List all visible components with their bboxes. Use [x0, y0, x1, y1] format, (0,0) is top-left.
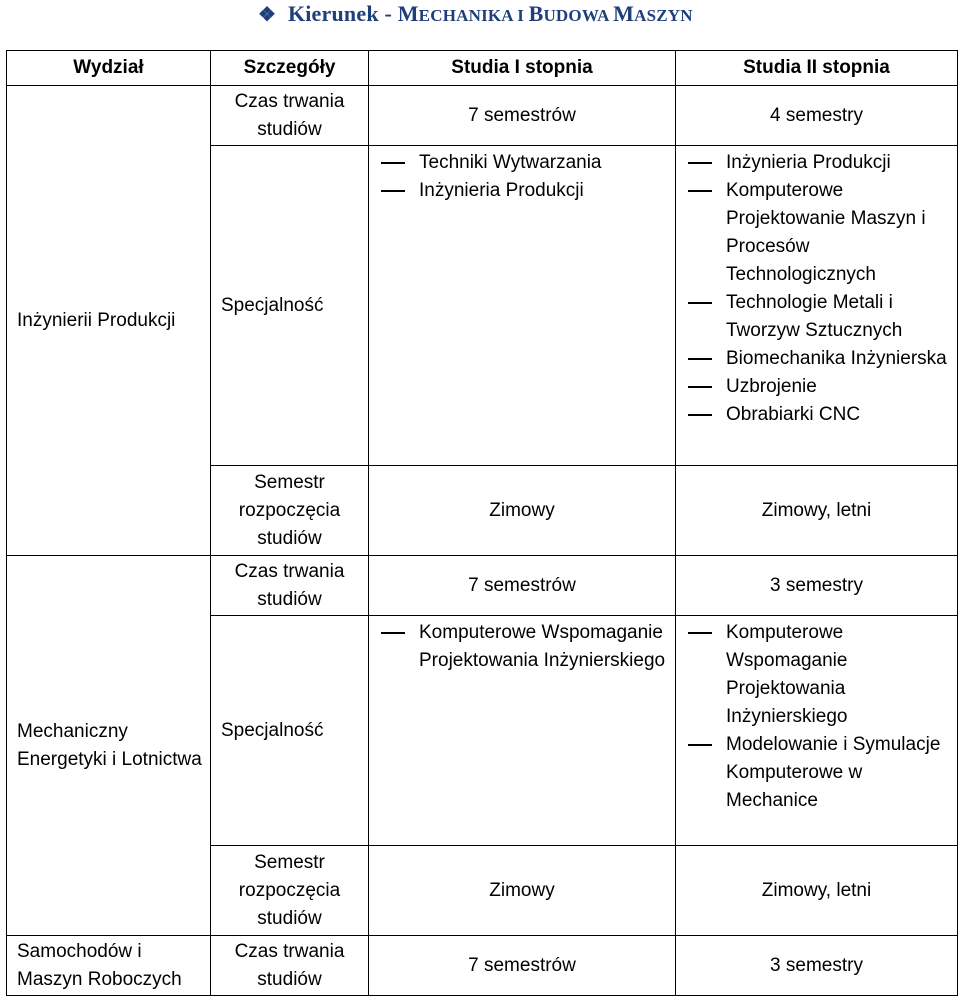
second-degree-specialties: [676, 146, 958, 466]
page-heading: [258, 0, 693, 28]
diamond-bullet-icon: ❖: [258, 3, 276, 26]
column-header-second-degree: Studia II stopnia: [676, 51, 958, 86]
heading-smallcaps: ECHANIKA I: [418, 6, 529, 25]
dash-bullet-icon: [688, 302, 712, 304]
column-header-department: Wydział: [7, 51, 211, 86]
specialty-list: [680, 149, 953, 429]
specialty-text: Technologie Metali i Tworzyw Sztucznych: [726, 292, 903, 341]
list-item: [680, 345, 953, 373]
table-row: [7, 936, 958, 996]
second-degree-duration: 3 semestry: [676, 936, 958, 996]
detail-label: Czas trwania studiów: [211, 556, 369, 616]
list-item: [680, 149, 953, 177]
second-degree-duration: 4 semestry: [676, 86, 958, 146]
specialty-text: Komputerowe Wspomaganie Projektowania Inżynierskiego: [419, 622, 666, 671]
specialty-list: [373, 619, 671, 675]
detail-label: Specjalność: [211, 616, 369, 846]
specialty-text: Uzbrojenie: [726, 376, 817, 397]
dash-bullet-icon: [688, 190, 712, 192]
department-name: Samochodów i Maszyn Roboczych: [7, 936, 211, 996]
heading-text: [288, 1, 693, 27]
second-degree-duration: 3 semestry: [676, 556, 958, 616]
header-row: [7, 51, 958, 86]
list-item: [680, 177, 953, 289]
dash-bullet-icon: [688, 162, 712, 164]
specialty-text: Inżynieria Produkcji: [419, 180, 584, 201]
dash-bullet-icon: [688, 358, 712, 360]
dash-bullet-icon: [688, 744, 712, 746]
studies-table: [6, 50, 958, 996]
list-item: [680, 373, 953, 401]
first-degree-duration: 7 semestrów: [369, 86, 676, 146]
first-degree-duration: 7 semestrów: [369, 556, 676, 616]
dash-bullet-icon: [381, 162, 405, 164]
detail-label: Czas trwania studiów: [211, 936, 369, 996]
specialty-text: Biomechanika Inżynierska: [726, 348, 947, 369]
list-item: [680, 731, 953, 815]
first-degree-duration: 7 semestrów: [369, 936, 676, 996]
second-degree-start: Zimowy, letni: [676, 846, 958, 936]
list-item: [680, 619, 953, 731]
specialty-list: [680, 619, 953, 815]
heading-prefix: Kierunek -: [287, 1, 398, 26]
specialty-list: [373, 149, 671, 205]
heading-cap: M: [613, 1, 635, 26]
column-header-first-degree: Studia I stopnia: [369, 51, 676, 86]
dash-bullet-icon: [688, 414, 712, 416]
heading-cap: B: [528, 1, 544, 26]
dash-bullet-icon: [381, 632, 405, 634]
first-degree-start: Zimowy: [369, 846, 676, 936]
list-item: [373, 149, 671, 177]
first-degree-specialties: [369, 146, 676, 466]
list-item: [680, 401, 953, 429]
detail-label: Semestr rozpoczęcia studiów: [211, 846, 369, 936]
heading-cap: M: [397, 1, 419, 26]
heading-smallcaps: ASZYN: [634, 6, 693, 25]
second-degree-specialties: [676, 616, 958, 846]
detail-label: Semestr rozpoczęcia studiów: [211, 466, 369, 556]
department-name: Mechaniczny Energetyki i Lotnictwa: [7, 556, 211, 936]
department-name: Inżynierii Produkcji: [7, 86, 211, 556]
specialty-text: Modelowanie i Symulacje Komputerowe w Mechanice: [726, 734, 941, 811]
column-header-details: Szczegóły: [211, 51, 369, 86]
specialty-text: Techniki Wytwarzania: [419, 152, 602, 173]
table-row: [7, 86, 958, 146]
specialty-text: Komputerowe Wspomaganie Projektowania Inżynierskiego: [726, 622, 848, 727]
heading-smallcaps: UDOWA: [543, 6, 614, 25]
detail-label: Czas trwania studiów: [211, 86, 369, 146]
dash-bullet-icon: [381, 190, 405, 192]
first-degree-specialties: [369, 616, 676, 846]
specialty-text: Komputerowe Projektowanie Maszyn i Procesów Technologicznych: [726, 180, 926, 285]
specialty-text: Inżynieria Produkcji: [726, 152, 891, 173]
table-row: [7, 556, 958, 616]
dash-bullet-icon: [688, 632, 712, 634]
dash-bullet-icon: [688, 386, 712, 388]
second-degree-start: Zimowy, letni: [676, 466, 958, 556]
specialty-text: Obrabiarki CNC: [726, 404, 861, 425]
list-item: [680, 289, 953, 345]
list-item: [373, 177, 671, 205]
first-degree-start: Zimowy: [369, 466, 676, 556]
detail-label: Specjalność: [211, 146, 369, 466]
list-item: [373, 619, 671, 675]
